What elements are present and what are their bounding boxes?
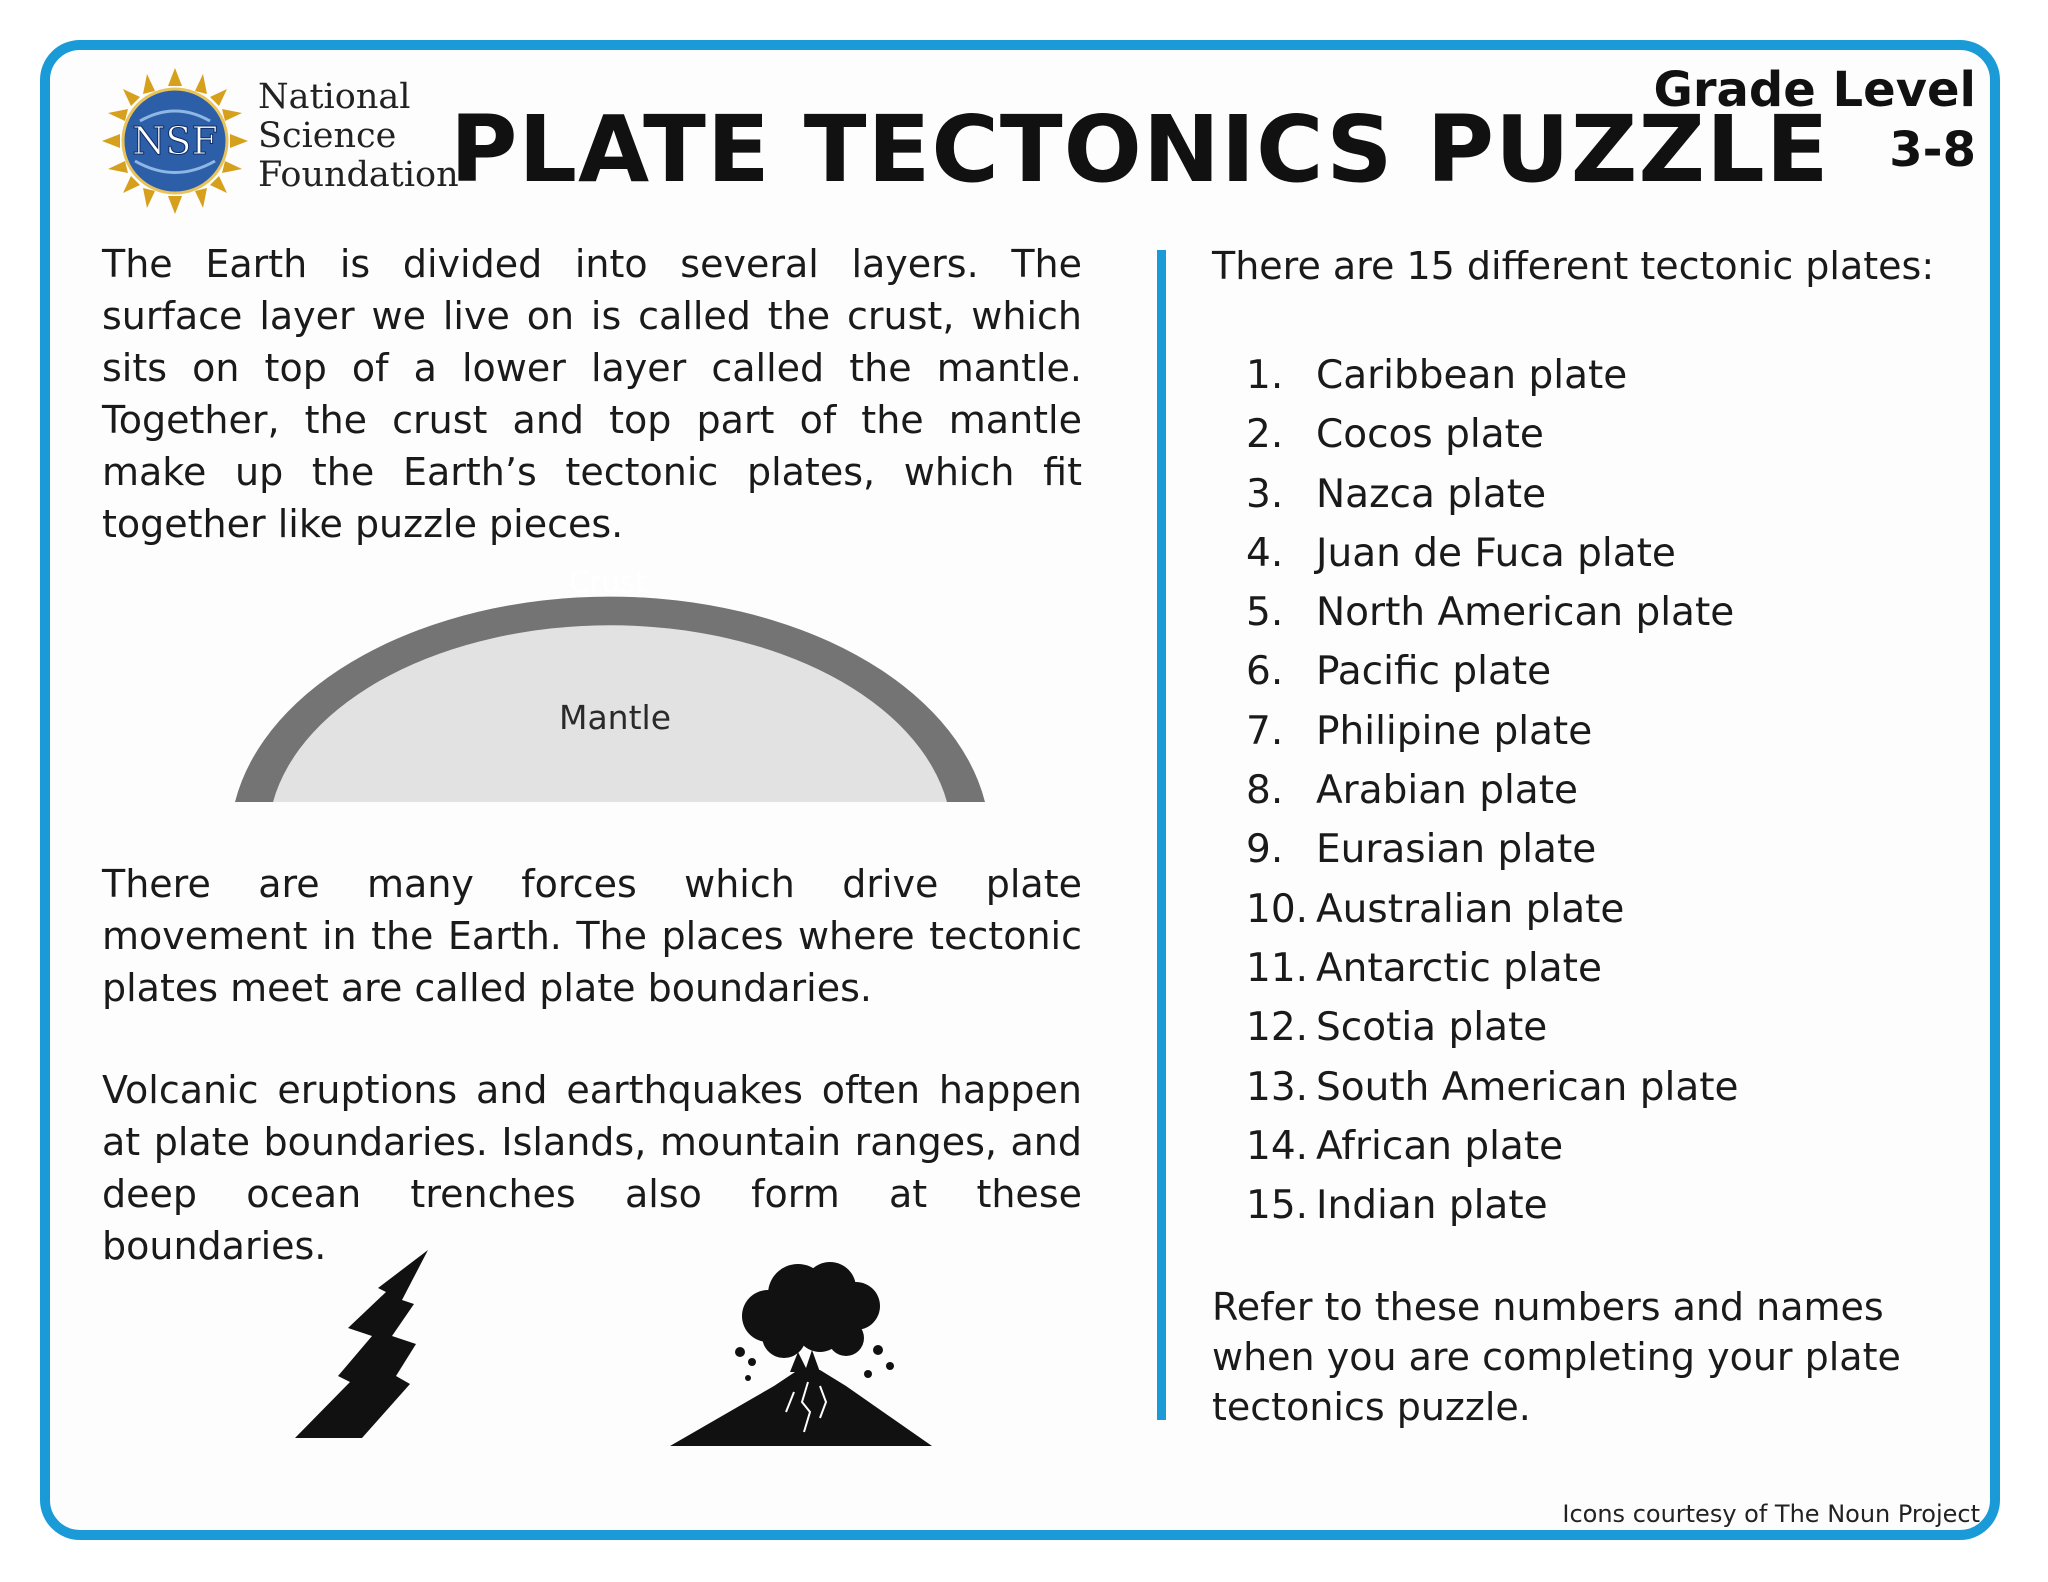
boundaries-paragraph: Volcanic eruptions and earthquakes often happen at plate boundaries. Islands, mountain ranges, and deep ocean trenches also form at these boundaries.	[102, 1068, 1082, 1268]
plate-name: Antarctic plate	[1316, 945, 1602, 991]
plate-number: 9.	[1246, 827, 1284, 873]
list-item	[1246, 761, 1739, 820]
plate-name: Juan de Fuca plate	[1316, 530, 1676, 576]
forces-paragraph: There are many forces which drive plate movement in the Earth. The places where tectonic plates meet are called plate boundaries.	[102, 862, 1082, 1010]
list-item	[1246, 1058, 1739, 1117]
plate-name: African plate	[1316, 1123, 1564, 1169]
list-item	[1246, 524, 1739, 583]
plate-name: Arabian plate	[1316, 768, 1578, 814]
grade-label: Grade Level	[1653, 62, 1976, 118]
plate-name: Pacific plate	[1316, 649, 1552, 695]
plate-number: 7.	[1246, 708, 1284, 754]
list-item	[1246, 346, 1739, 405]
plate-number: 11.	[1246, 945, 1309, 991]
plates-outro: Refer to these numbers and names when you are completing your plate tectonics puzzle.	[1212, 1285, 1901, 1429]
page-title: PLATE TECTONICS PUZZLE	[450, 96, 1830, 203]
list-item	[1246, 820, 1739, 879]
org-line: Foundation	[258, 155, 459, 195]
plate-number: 2.	[1246, 412, 1284, 458]
list-item	[1246, 405, 1739, 464]
plate-list	[1246, 346, 1739, 1235]
list-item	[1246, 583, 1739, 642]
intro-paragraph: The Earth is divided into several layers. The surface layer we live on is called the crust, which sits on top of a lower layer called the mantle. Together, the crust and top part of the mantle make up the Earth’s tectonic plates, which fit together like puzzle pieces.	[102, 242, 1082, 546]
earthquake-icon	[290, 1248, 440, 1448]
list-item	[1246, 702, 1739, 761]
list-item	[1246, 1176, 1739, 1235]
plate-number: 3.	[1246, 471, 1284, 517]
plate-name: Australian plate	[1316, 886, 1625, 932]
plate-name: Indian plate	[1316, 1183, 1548, 1229]
plate-number: 15.	[1246, 1183, 1309, 1229]
list-item	[1246, 998, 1739, 1057]
org-line: National	[258, 77, 411, 117]
plate-number: 5.	[1246, 590, 1284, 636]
logo-text: NSF	[132, 119, 218, 163]
org-line: Science	[258, 116, 397, 156]
plate-name: North American plate	[1316, 590, 1735, 636]
plate-name: Caribbean plate	[1316, 353, 1628, 398]
plate-number: 10.	[1246, 886, 1309, 932]
plate-name: Eurasian plate	[1316, 827, 1597, 873]
volcano-icon	[670, 1262, 940, 1447]
plates-intro: There are 15 different tectonic plates:	[1212, 244, 1935, 288]
crust-label: Crust	[569, 565, 647, 599]
plate-number: 1.	[1246, 353, 1284, 398]
plate-name: Scotia plate	[1316, 1005, 1548, 1051]
list-item	[1246, 642, 1739, 701]
plate-name: Nazca plate	[1316, 471, 1547, 517]
organization-name	[258, 78, 459, 195]
plate-number: 4.	[1246, 530, 1284, 576]
plate-number: 13.	[1246, 1064, 1309, 1110]
plate-number: 12.	[1246, 1005, 1309, 1051]
plate-name: Philipine plate	[1316, 708, 1593, 754]
plate-name: Cocos plate	[1316, 412, 1544, 458]
column-divider	[1157, 250, 1166, 1420]
grade-level	[1653, 60, 1976, 180]
earth-layers-diagram	[230, 555, 990, 805]
plate-name: South American plate	[1316, 1064, 1739, 1110]
list-item	[1246, 880, 1739, 939]
plate-number: 8.	[1246, 768, 1284, 814]
icon-credit: Icons courtesy of The Noun Project	[1562, 1500, 1980, 1528]
list-item	[1246, 1117, 1739, 1176]
plate-number: 6.	[1246, 649, 1284, 695]
mantle-label: Mantle	[558, 698, 672, 737]
nsf-logo	[100, 66, 250, 216]
list-item	[1246, 939, 1739, 998]
grade-range: 3-8	[1889, 122, 1976, 178]
list-item	[1246, 465, 1739, 524]
plate-number: 14.	[1246, 1123, 1309, 1169]
